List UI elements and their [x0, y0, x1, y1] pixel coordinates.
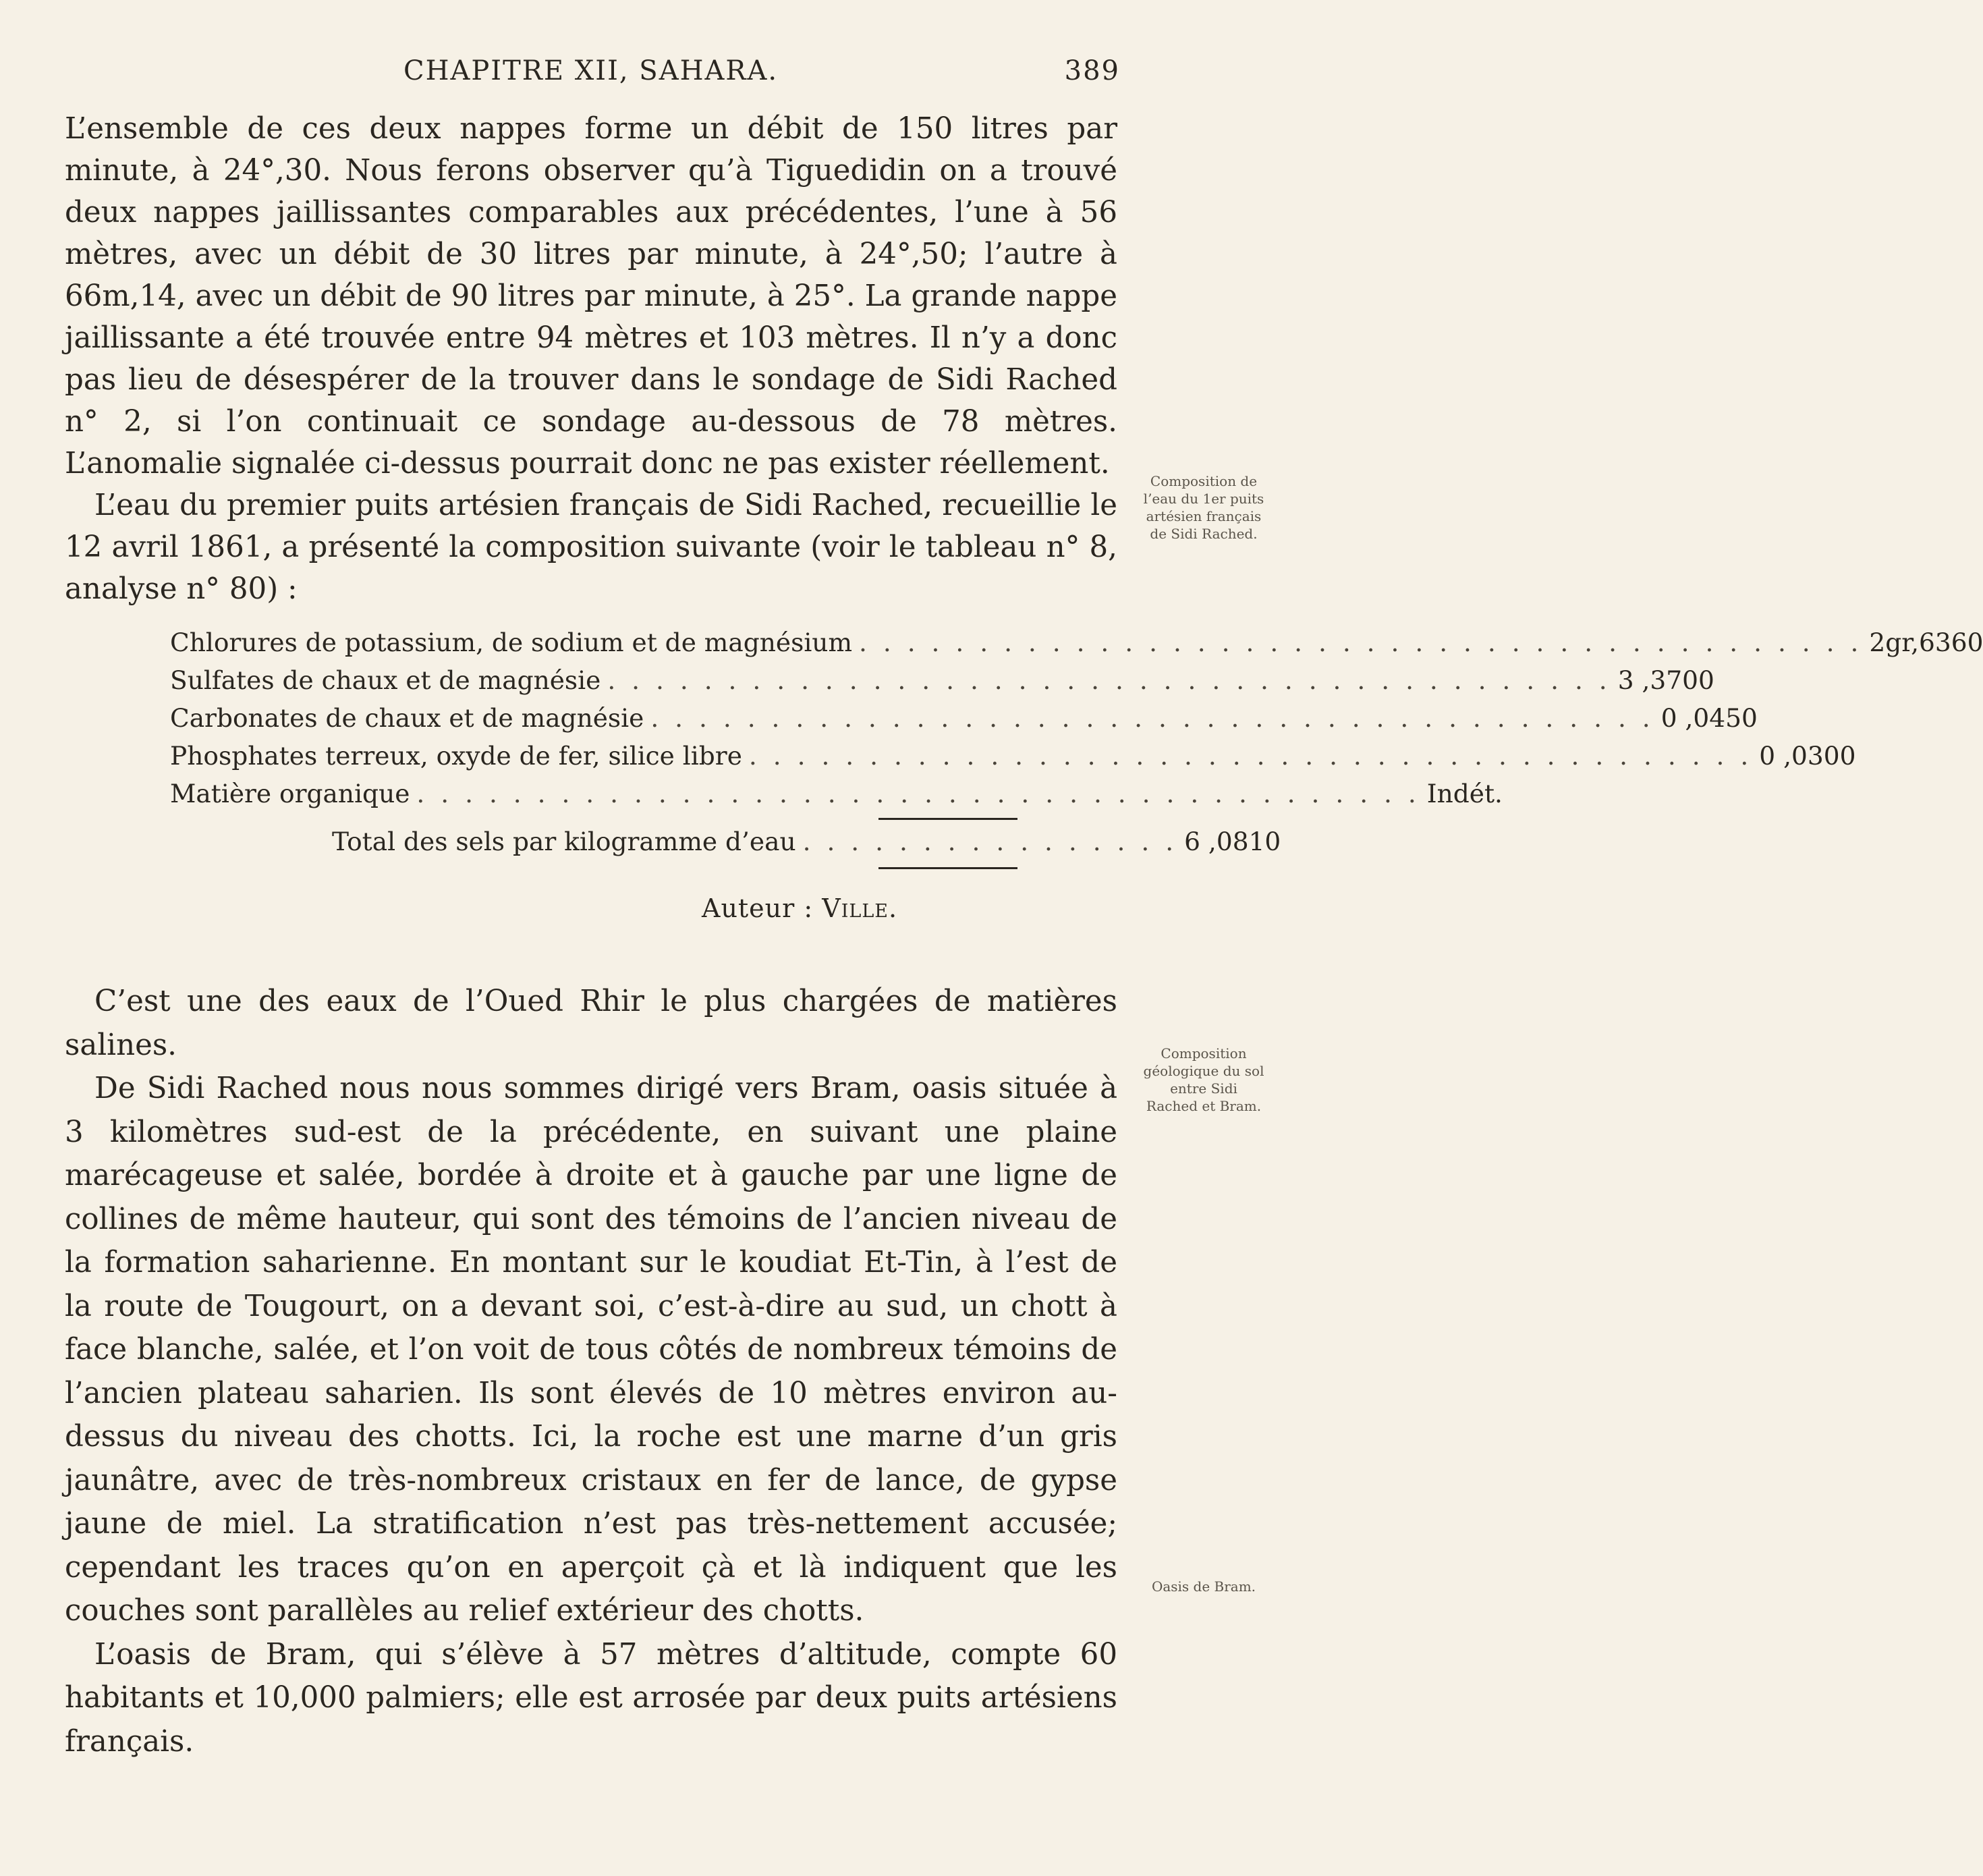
- row-value: 0 ,0450: [1660, 703, 1758, 733]
- total-rule: [878, 867, 1017, 869]
- row-value: Indét.: [1426, 779, 1503, 808]
- total-value: 6 ,0810: [1184, 827, 1281, 856]
- row-value: 3 ,3700: [1617, 665, 1714, 695]
- table-row: Phosphates terreux, oxyde de fer, silice libre . . . . . . . . . . . . . . . . . . . . . . . . . . . . . . . . . . . . . . . . . . 0 ,0300: [170, 737, 1020, 775]
- page-number: 389: [1064, 55, 1120, 86]
- chapter-title: CHAPITRE XII, SAHARA.: [403, 55, 779, 86]
- row-label: Phosphates terreux, oxyde de fer, silice libre: [170, 741, 742, 771]
- table-row: Carbonates de chaux et de magnésie . . . . . . . . . . . . . . . . . . . . . . . . . . . . . . . . . . . . . . . . . . 0 ,0450: [170, 699, 1020, 737]
- table-row: Chlorures de potassium, de sodium et de magnésium . . . . . . . . . . . . . . . . . . . . . . . . . . . . . . . . . . . . . . . . . . 2gr,6360: [170, 624, 1020, 661]
- sum-rule: [878, 818, 1017, 820]
- running-head: [0, 55, 1147, 96]
- body-text-top: [65, 108, 1117, 610]
- paragraph: L’eau du premier puits artésien français de Sidi Rached, recueillie le 12 avril 1861, a présenté la composition suivante (voir le tableau n° 8, analyse n° 80) :: [65, 489, 1117, 606]
- row-value: 0 ,0300: [1759, 741, 1856, 771]
- table-total-row: Total des sels par kilogramme d’eau . . . . . . . . . . . . . . . . 6 ,0810: [170, 823, 1020, 860]
- paragraph: L’oasis de Bram, qui s’élève à 57 mètres d’altitude, compte 60 habitants et 10,000 palmiers; elle est arrosée par deux puits artésiens français.: [65, 1637, 1117, 1759]
- row-label: Carbonates de chaux et de magnésie: [170, 703, 644, 733]
- total-label: Total des sels par kilogramme d’eau: [332, 827, 796, 856]
- margin-note: Oasis de Bram.: [1151, 1578, 1256, 1595]
- row-value: 2gr,6360: [1869, 628, 1983, 657]
- margin-note: Composition de l’eau du 1er puits artésien français de Sidi Rached.: [1143, 473, 1264, 542]
- paragraph: De Sidi Rached nous nous sommes dirigé vers Bram, oasis située à 3 kilomètres sud-est de la précédente, en suivant une plaine marécageuse et salée, bordée à droite et à gauche par une ligne de collines de même hauteur, qui sont des témoins de l’ancien niveau de la formation saharienne. En montant sur le koudiat Et-Tin, à l’est de la route de Tougourt, on a devant soi, c’est-à-dire au sud, un chott à face blanche, salée, et l’on voit de tous côtés de nombreux témoins de l’ancien plateau saharien. Ils sont élevés de 10 mètres environ au-dessus du niveau des chotts. Ici, la roche est une marne d’un gris jaunâtre, avec de très-nombreux cristaux en fer de lance, de gypse jaune de miel. La stratification n’est pas très-nettement accusée; cependant les traces qu’on en aperçoit çà et là indiquent que les couches sont parallèles au relief extérieur des chotts.: [65, 1072, 1117, 1628]
- table-row: Sulfates de chaux et de magnésie . . . . . . . . . . . . . . . . . . . . . . . . . . . . . . . . . . . . . . . . . . 3 ,3700: [170, 661, 1020, 699]
- paragraph: L’ensemble de ces deux nappes forme un débit de 150 litres par minute, à 24°,30. Nous ferons observer qu’à Tiguedidin on a trouvé deux nappes jaillissantes comparables aux précédentes, l’une à 56 mètres, avec un débit de 30 litres par minute, à 24°,50; l’autre à 66m,14, avec un débit de 90 litres par minute, à 25°. La grande nappe jaillissante a été trouvée entre 94 mètres et 103 mètres. Il n’y a donc pas lieu de désespérer de la trouver dans le sondage de Sidi Rached n° 2, si l’on continuait ce sondage au-dessous de 78 mètres. L’anomalie signalée ci-dessus pourrait donc ne pas exister réellement.: [65, 112, 1117, 480]
- author-prefix: Auteur :: [702, 893, 822, 923]
- table-row: Matière organique . . . . . . . . . . . . . . . . . . . . . . . . . . . . . . . . . . . . . . . . . . Indét.: [170, 775, 1020, 812]
- row-label: Chlorures de potassium, de sodium et de magnésium: [170, 628, 853, 657]
- row-label: Sulfates de chaux et de magnésie: [170, 665, 601, 695]
- table-author: [702, 893, 897, 923]
- paragraph: C’est une des eaux de l’Oued Rhir le plus chargées de matières salines.: [65, 985, 1117, 1062]
- row-label: Matière organique: [170, 779, 410, 808]
- analysis-table: [170, 624, 1983, 869]
- body-text-bottom: [65, 980, 1117, 1763]
- author-name: Ville.: [822, 893, 898, 923]
- margin-note: Composition géologique du sol entre Sidi Rached et Bram.: [1143, 1045, 1264, 1114]
